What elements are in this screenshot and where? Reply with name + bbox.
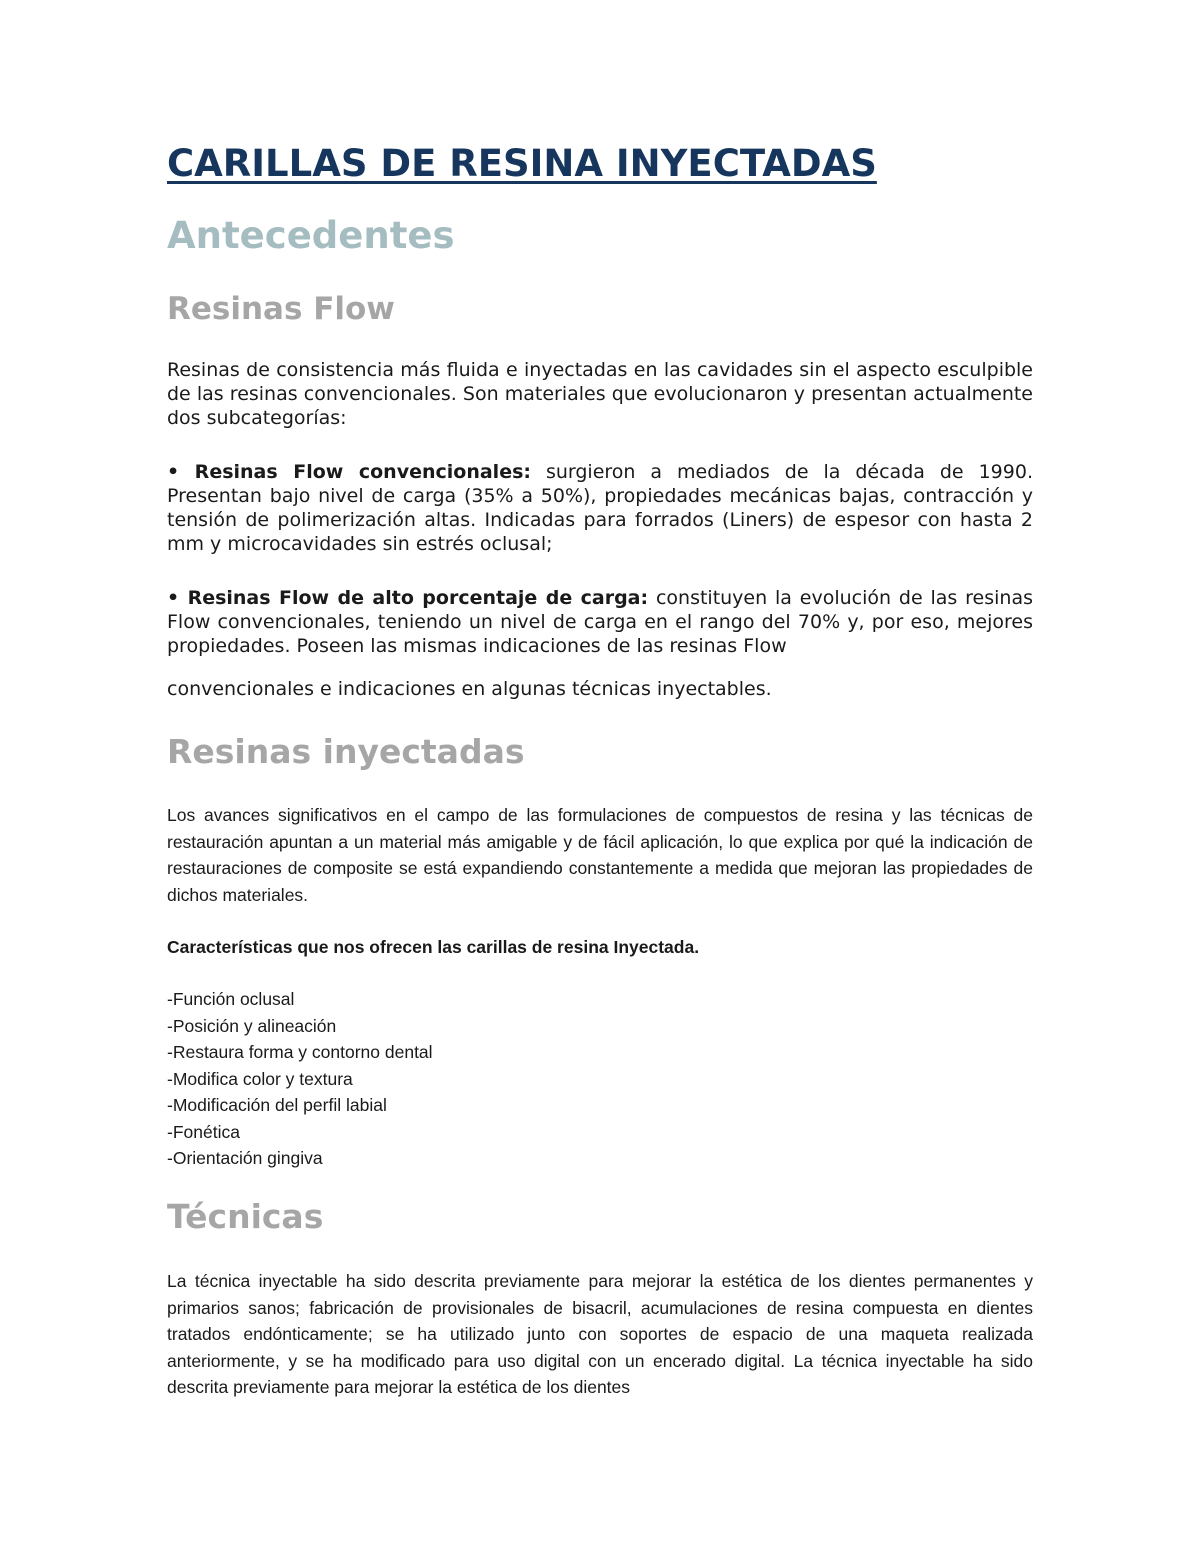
list-item: -Restaura forma y contorno dental	[167, 1042, 433, 1062]
bullet-lead-text: • Resinas Flow de alto porcentaje de carga:	[167, 587, 649, 609]
resinas-flow-intro: Resinas de consistencia más fluida e inyectadas en las cavidades sin el aspecto esculpible de las resinas convencionales. Son materiales que evolucionaron y presentan actualmente dos subcategorías:	[167, 359, 1033, 429]
resinas-inyectadas-heading: Resinas inyectadas	[167, 732, 525, 771]
bullet-continuation: convencionales e indicaciones en algunas técnicas inyectables.	[167, 678, 772, 700]
list-item: -Modificación del perfil labial	[167, 1095, 387, 1115]
bullet-flow-convencionales	[167, 460, 1033, 556]
features-heading: Características que nos ofrecen las carillas de resina Inyectada.	[167, 937, 700, 957]
features-list	[167, 986, 433, 1172]
resinas-flow-heading: Resinas Flow	[167, 291, 395, 327]
resinas-inyectadas-paragraph: Los avances significativos en el campo de las formulaciones de compuestos de resina y las técnicas de restauración apuntan a un material más amigable y de fácil aplicación, lo que explica por qué la indicación de restauraciones de composite se está expandiendo constantemente a medida que mejoran las propiedades de dichos materiales.	[167, 805, 1033, 905]
list-item: -Posición y alineación	[167, 1015, 337, 1036]
list-item: -Función oclusal	[167, 989, 295, 1009]
document-title: CARILLAS DE RESINA INYECTADAS	[167, 142, 877, 185]
list-item: -Fonética	[167, 1121, 240, 1142]
list-item: -Modifica color y textura	[167, 1068, 353, 1089]
bullet-body-text: constituyen la evolución de las resinas Flow convencionales, teniendo un nivel de carga en el rango del 70% y, por eso, mejores propiedades. Poseen las mismas indicaciones de las resinas Flow	[167, 587, 1033, 657]
bullet-body-text: surgieron a mediados de la década de 1990. Presentan bajo nivel de carga (35% a 50%), propiedades mecánicas bajas, contracción y tensión de polimerización altas. Indicadas para forrados (Liners) de espesor con hasta 2 mm y microcavidades sin estrés oclusal;	[167, 461, 1033, 555]
bullet-lead-text: • Resinas Flow convencionales:	[167, 461, 531, 483]
document-page	[167, 0, 1033, 1553]
bullet-flow-alto-carga	[167, 586, 1033, 658]
antecedentes-heading: Antecedentes	[167, 214, 455, 257]
tecnicas-heading: Técnicas	[167, 1197, 324, 1236]
tecnicas-paragraph: La técnica inyectable ha sido descrita previamente para mejorar la estética de los dientes permanentes y primarios sanos; fabricación de provisionales de bisacril, acumulaciones de resina compuesta en dientes tratados endónticamente; se ha utilizado junto con soportes de espacio de una maqueta realizada anteriormente, y se ha modificado para uso digital con un encerado digital. La técnica inyectable ha sido descrita previamente para mejorar la estética de los dientes	[167, 1271, 1033, 1397]
list-item: -Orientación gingiva	[167, 1148, 323, 1168]
